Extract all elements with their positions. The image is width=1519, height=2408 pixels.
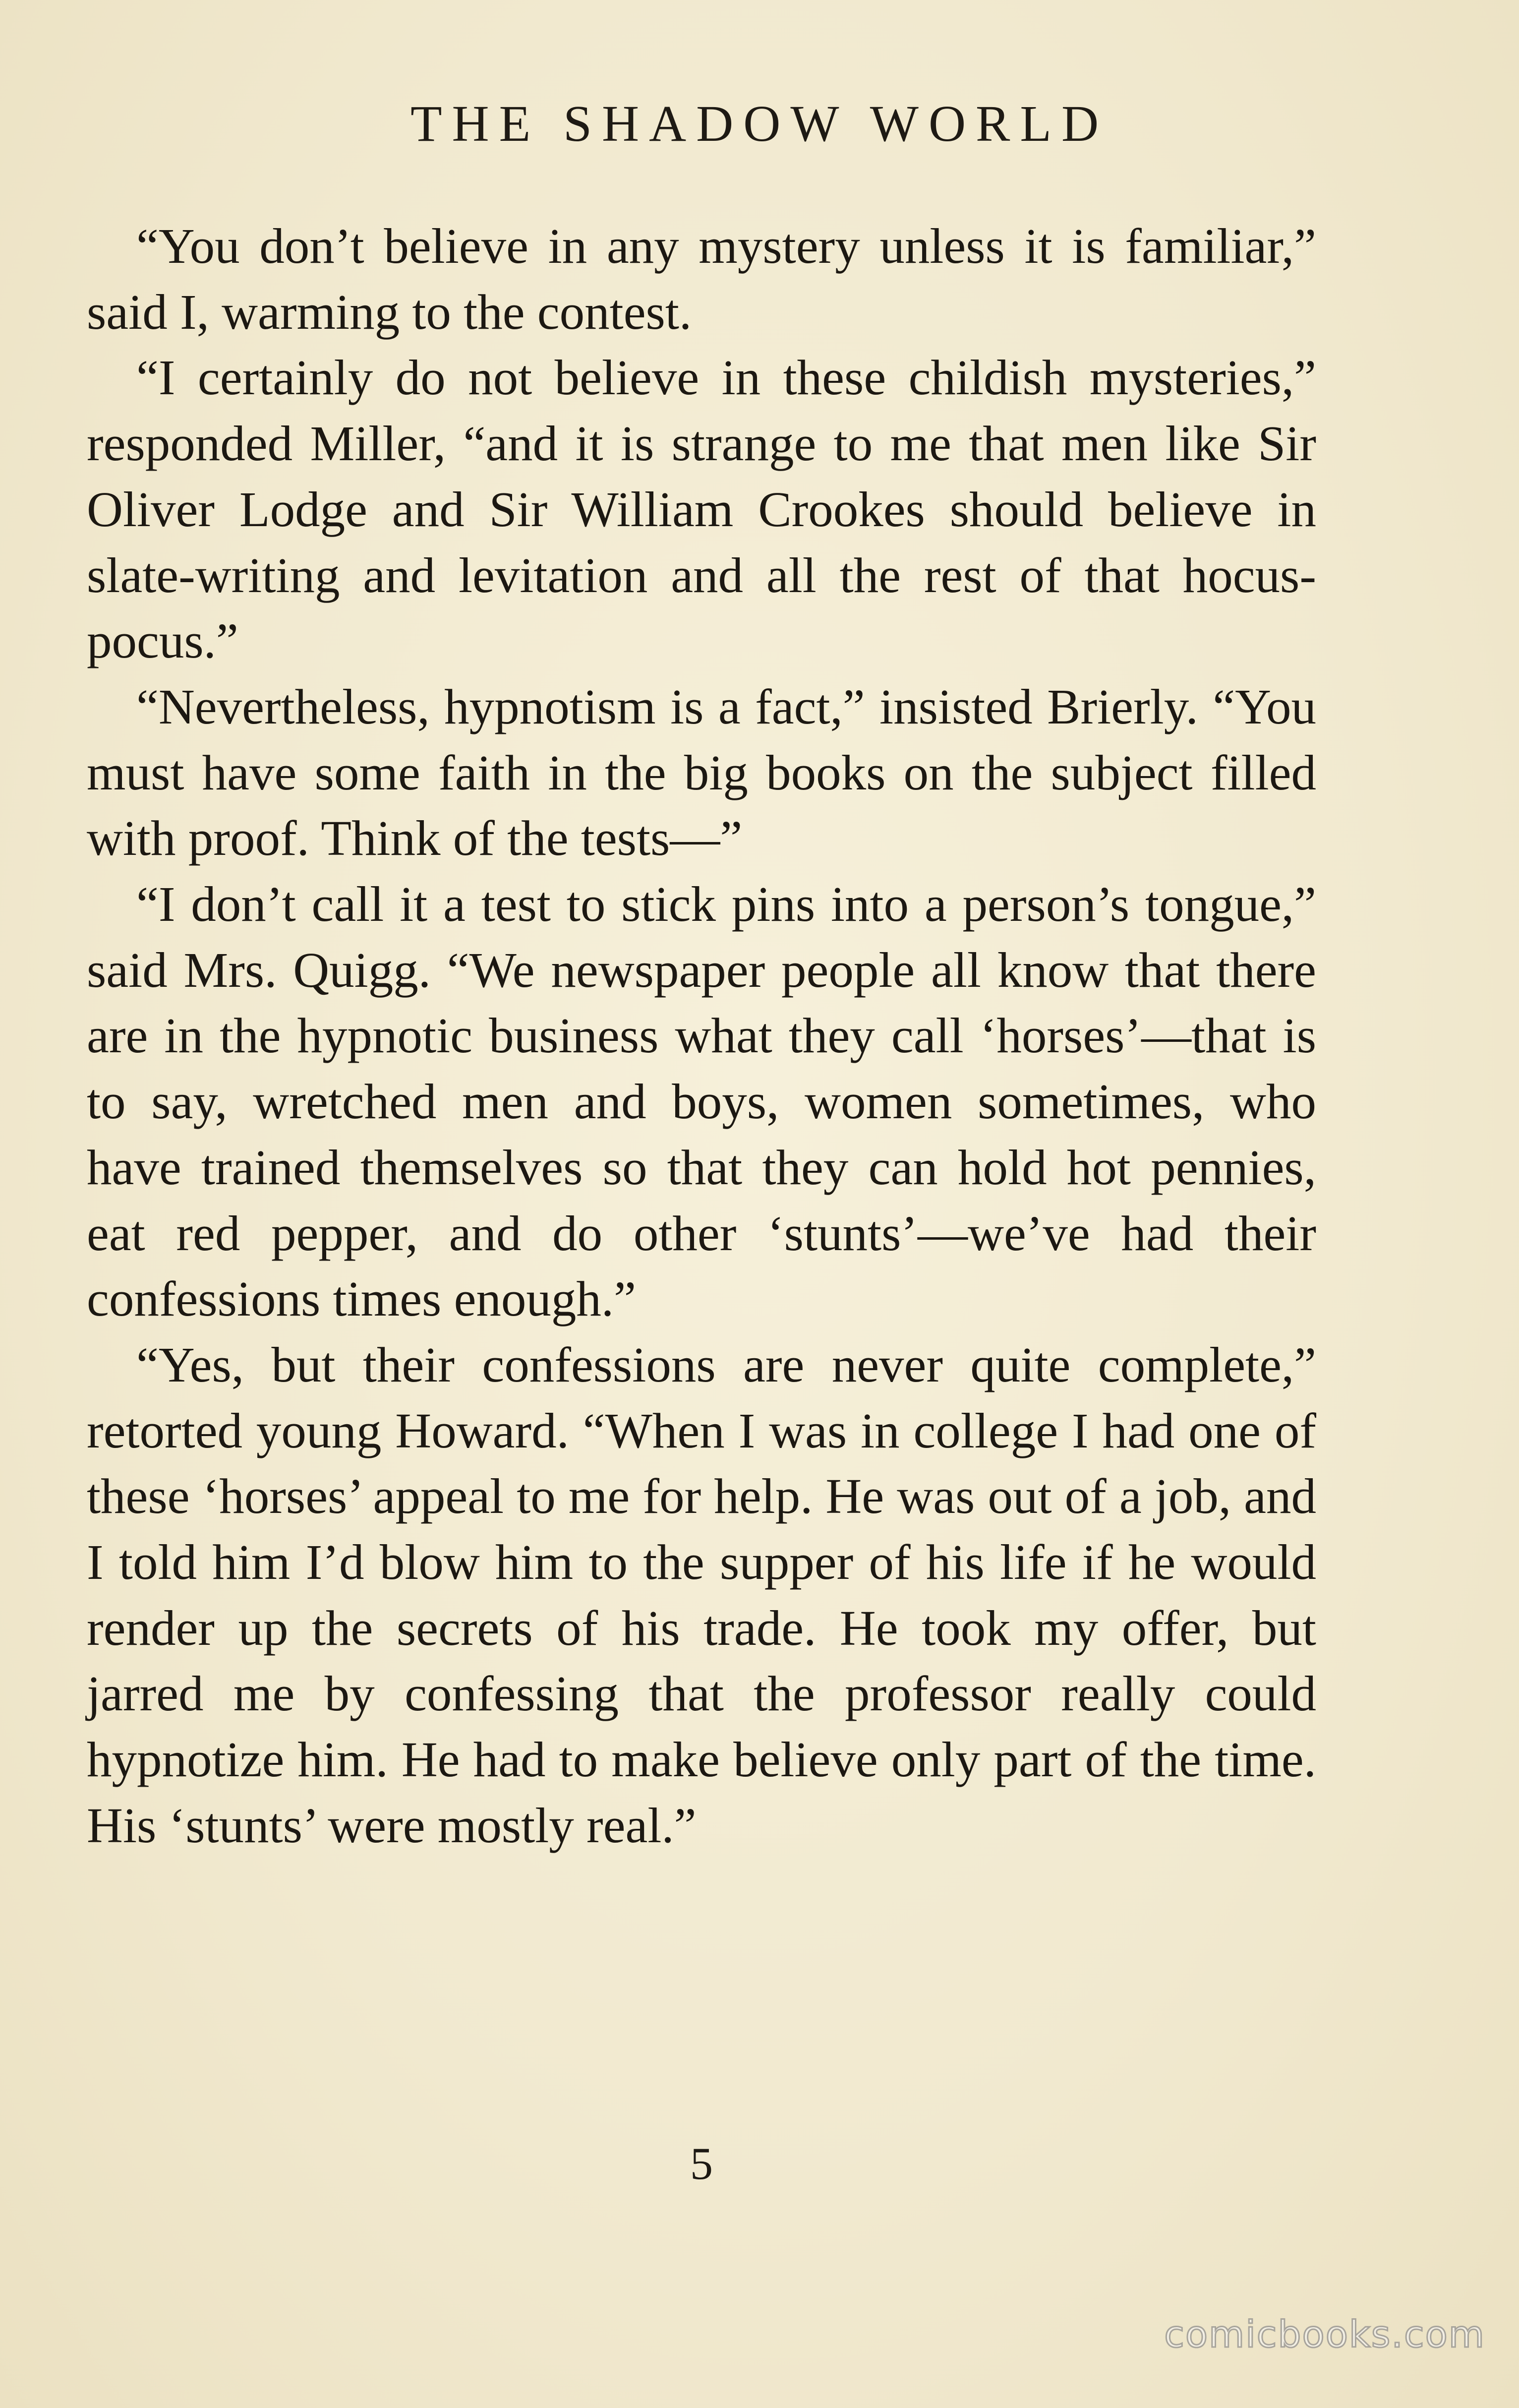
running-head: THE SHADOW WORLD: [410, 95, 1109, 152]
paragraph-2: “I certainly do not believe in these childish mysteries,” responded Miller, “and it is strange to me that men like Sir Oliver Lodge and Sir William Crookes should believe in slate-writing and levitation and all the rest of that hocus-pocus.”: [87, 350, 1316, 669]
page-number: 5: [690, 2138, 713, 2189]
paragraph-3: “Nevertheless, hypnotism is a fact,” insisted Brierly. “You must have some faith in the big books on the subject filled with proof. Think of the tests—”: [87, 678, 1316, 866]
body-text: [87, 213, 1316, 1859]
paragraph-5: “Yes, but their confessions are never quite complete,” retorted young Howard. “When I was in college I had one of these ‘horses’ appeal to me for help. He was out of a job, and I told him I’d blow him to the supper of his life if he would render up the secrets of his trade. He took my offer, but jarred me by confessing that the professor really could hypnotize him. He had to make believe only part of the time. His ‘stunts’ were mostly real.”: [87, 1336, 1316, 1853]
paragraph-1: “You don’t believe in any mystery unless it is familiar,” said I, warming to the contest.: [87, 218, 1316, 340]
paragraph-4: “I don’t call it a test to stick pins into a person’s tongue,” said Mrs. Quigg. “We newspaper people all know that there are in the hypnotic business what they call ‘horses’—that is to say, wretched men and boys, women sometimes, who have trained themselves so that they can hold hot pennies, eat red pepper, and do other ‘stunts’—we’ve had their confessions times enough.”: [87, 876, 1316, 1327]
watermark: comicbooks.com: [1164, 2313, 1485, 2356]
